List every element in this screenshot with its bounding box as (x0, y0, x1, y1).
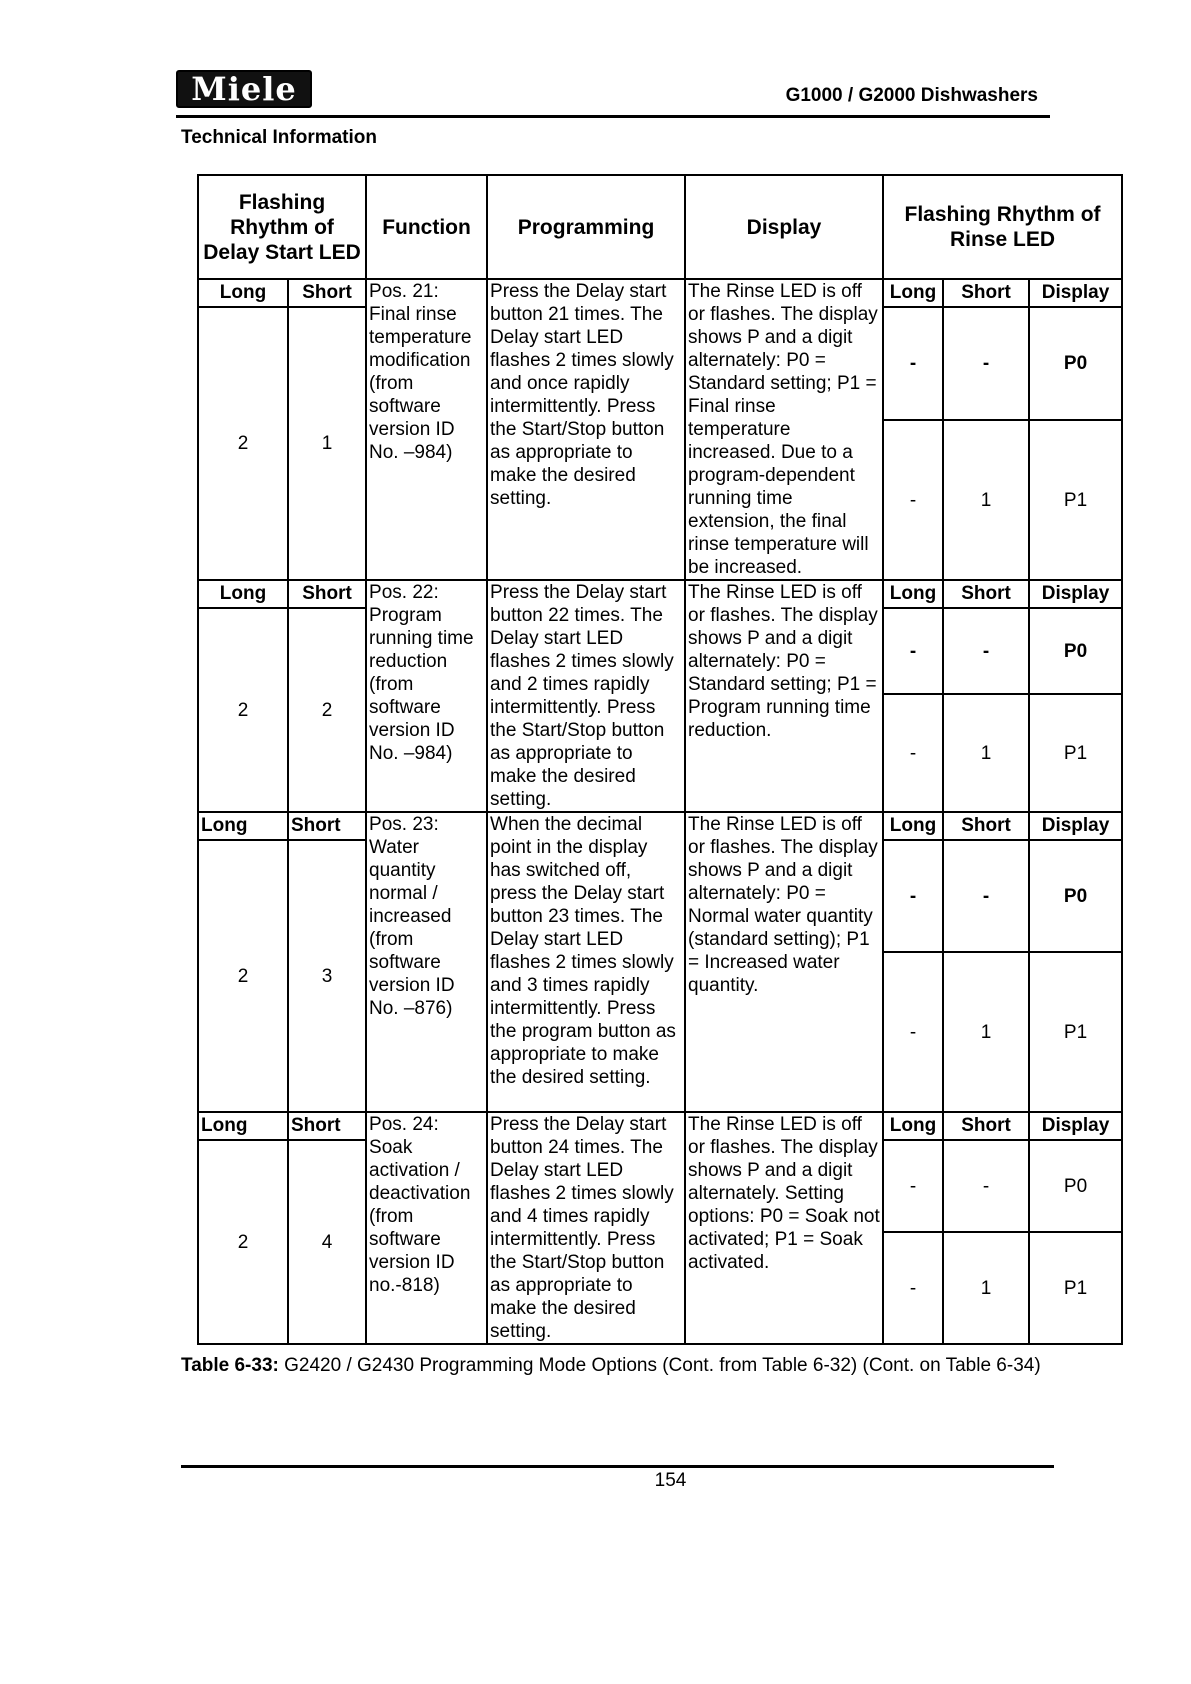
rinse-short-label: Short (943, 279, 1029, 307)
display-cell: The Rinse LED is off or flashes. The display shows P and a digit alternately: P0 = Normal water quantity (standard setting); P1 = Increased water quantity. (685, 812, 883, 1112)
delay-short-value: 2 (288, 608, 366, 812)
delay-long-value: 2 (198, 307, 288, 580)
programming-cell: Press the Delay start button 24 times. The Delay start LED flashes 2 times slowly and 4 times rapidly intermittently. Press the Start/Stop button as appropriate to make the desired setting. (487, 1112, 685, 1344)
table-row (198, 1112, 1122, 1140)
option-short: 1 (943, 420, 1029, 580)
delay-long-label: Long (198, 580, 288, 608)
option-long: - (883, 1232, 943, 1344)
miele-logo (176, 70, 312, 108)
table-caption (181, 1355, 1041, 1377)
programming-cell: Press the Delay start button 22 times. The Delay start LED flashes 2 times slowly and 2 times rapidly intermittently. Press the Start/Stop button as appropriate to make the desired setting. (487, 580, 685, 812)
option-short: - (943, 608, 1029, 694)
option-display: P0 (1029, 840, 1122, 952)
programming-cell: When the decimal point in the display has switched off, press the Delay start button 23 times. The Delay start LED flashes 2 times slowly and 3 times rapidly intermittently. Press the program button as appropriate to make the desired setting. (487, 812, 685, 1112)
delay-long-label: Long (198, 279, 288, 307)
option-long: - (883, 608, 943, 694)
rinse-short-label: Short (943, 812, 1029, 840)
logo-text: Miele (191, 70, 297, 108)
header-programming: Programming (487, 175, 685, 279)
programming-cell: Press the Delay start button 21 times. The Delay start LED flashes 2 times slowly and once rapidly intermittently. Press the Start/Stop button as appropriate to make the desired setting. (487, 279, 685, 580)
function-cell: Pos. 23: Water quantity normal / increased (from software version ID No. –876) (366, 812, 487, 1112)
delay-short-label: Short (288, 279, 366, 307)
function-cell: Pos. 24: Soak activation / deactivation (from software version ID no.-818) (366, 1112, 487, 1344)
section-title: Technical Information (181, 127, 378, 148)
delay-short-label: Short (288, 580, 366, 608)
option-long: - (883, 840, 943, 952)
caption-text: G2420 / G2430 Programming Mode Options (Cont. from Table 6-32) (Cont. on Table 6-34) (278, 1355, 1041, 1376)
rinse-display-label: Display (1029, 812, 1122, 840)
table-row (198, 580, 1122, 608)
option-short: 1 (943, 952, 1029, 1112)
rinse-long-label: Long (883, 812, 943, 840)
header-rinse-led: Flashing Rhythm of Rinse LED (883, 175, 1122, 279)
display-cell: The Rinse LED is off or flashes. The display shows P and a digit alternately. Setting options: P0 = Soak not activated; P1 = Soak activated. (685, 1112, 883, 1344)
header-display: Display (685, 175, 883, 279)
caption-label: Table 6-33: (181, 1355, 279, 1376)
option-short: 1 (943, 694, 1029, 812)
display-cell: The Rinse LED is off or flashes. The display shows P and a digit alternately: P0 = Standard setting; P1 = Final rinse temperature increased. Due to a program-dependent running time extension, the final rinse temperature will be increased. (685, 279, 883, 580)
rinse-display-label: Display (1029, 1112, 1122, 1140)
rinse-long-label: Long (883, 580, 943, 608)
option-long: - (883, 694, 943, 812)
table-row (198, 279, 1122, 307)
delay-long-value: 2 (198, 840, 288, 1112)
option-display: P1 (1029, 420, 1122, 580)
rinse-display-label: Display (1029, 279, 1122, 307)
header-divider (176, 115, 1050, 118)
delay-short-value: 3 (288, 840, 366, 1112)
option-display: P0 (1029, 307, 1122, 420)
table-row (198, 812, 1122, 840)
option-display: P0 (1029, 608, 1122, 694)
delay-short-value: 4 (288, 1140, 366, 1344)
header-delay-led: Flashing Rhythm of Delay Start LED (198, 175, 366, 279)
option-display: P0 (1029, 1140, 1122, 1232)
option-long: - (883, 307, 943, 420)
option-long: - (883, 1140, 943, 1232)
option-short: - (943, 840, 1029, 952)
delay-long-label: Long (198, 812, 288, 840)
programming-options-table (197, 174, 1123, 1345)
option-short: - (943, 307, 1029, 420)
document-title: G1000 / G2000 Dishwashers (785, 85, 1038, 106)
page-number: 154 (654, 1470, 687, 1491)
option-display: P1 (1029, 1232, 1122, 1344)
function-cell: Pos. 21: Final rinse temperature modification (from software version ID No. –984) (366, 279, 487, 580)
delay-short-value: 1 (288, 307, 366, 580)
option-long: - (883, 420, 943, 580)
option-display: P1 (1029, 694, 1122, 812)
function-cell: Pos. 22: Program running time reduction (from software version ID No. –984) (366, 580, 487, 812)
rinse-short-label: Short (943, 1112, 1029, 1140)
option-display: P1 (1029, 952, 1122, 1112)
rinse-display-label: Display (1029, 580, 1122, 608)
table-header-row (198, 175, 1122, 279)
rinse-long-label: Long (883, 279, 943, 307)
rinse-short-label: Short (943, 580, 1029, 608)
delay-long-value: 2 (198, 1140, 288, 1344)
display-cell: The Rinse LED is off or flashes. The display shows P and a digit alternately: P0 = Standard setting; P1 = Program running time reduction. (685, 580, 883, 812)
footer-divider (181, 1465, 1054, 1468)
header-function: Function (366, 175, 487, 279)
delay-long-label: Long (198, 1112, 288, 1140)
delay-short-label: Short (288, 1112, 366, 1140)
option-long: - (883, 952, 943, 1112)
rinse-long-label: Long (883, 1112, 943, 1140)
delay-long-value: 2 (198, 608, 288, 812)
option-short: 1 (943, 1232, 1029, 1344)
option-short: - (943, 1140, 1029, 1232)
delay-short-label: Short (288, 812, 366, 840)
